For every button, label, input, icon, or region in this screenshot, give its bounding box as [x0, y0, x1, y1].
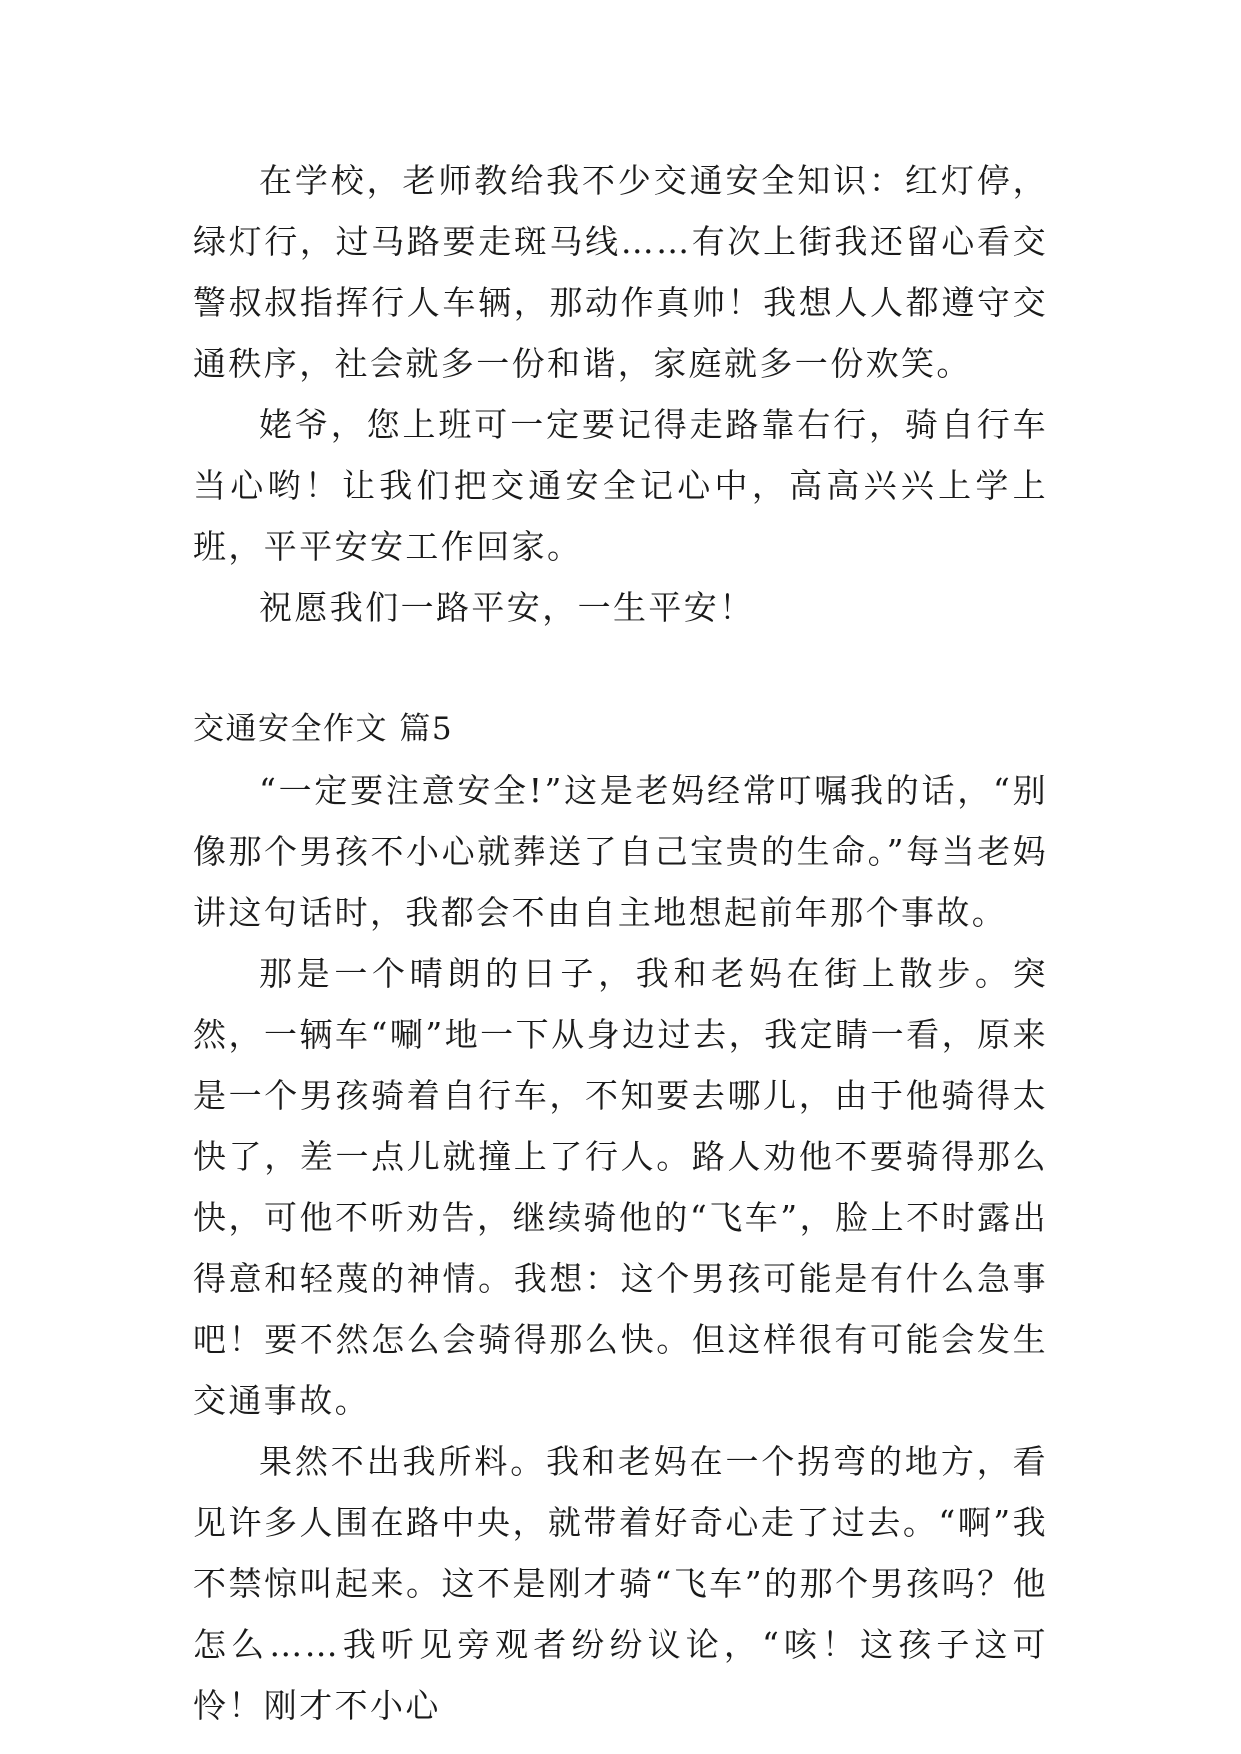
section-title: 交通安全作文 篇5	[193, 711, 454, 747]
paragraph: 在学校，老师教给我不少交通安全知识：红灯停，绿灯行，过马路要走斑马线……有次上街我还留心看交警叔叔指挥行人车辆，那动作真帅！我想人人都遵守交通秩序，社会就多一份和谐，家庭就多一份欢笑。	[193, 161, 1048, 383]
paragraph: 姥爷，您上班可一定要记得走路靠右行，骑自行车当心哟！让我们把交通安全记心中，高高兴兴上学上班，平平安安工作回家。	[193, 405, 1048, 566]
paragraph: 果然不出我所料。我和老妈在一个拐弯的地方，看见许多人围在路中央，就带着好奇心走了过去。“啊”我不禁惊叫起来。这不是刚才骑“飞车”的那个男孩吗？他怎么……我听见旁观者纷纷议论，“咳！这孩子这可怜！刚才不小心	[193, 1442, 1048, 1725]
paragraph: “一定要注意安全!”这是老妈经常叮嘱我的话，“别像那个男孩不小心就葬送了自己宝贵的生命。”每当老妈讲这句话时，我都会不由自主地想起前年那个事故。	[193, 771, 1048, 932]
paragraph: 那是一个晴朗的日子，我和老妈在街上散步。突然，一辆车“唰”地一下从身边过去，我定睛一看，原来是一个男孩骑着自行车，不知要去哪儿，由于他骑得太快了，差一点儿就撞上了行人。路人劝他不要骑得那么快，可他不听劝告，继续骑他的“飞车”，脸上不时露出得意和轻蔑的神情。我想：这个男孩可能是有什么急事吧！要不然怎么会骑得那么快。但这样很有可能会发生交通事故。	[193, 954, 1048, 1420]
document-page	[193, 150, 1048, 1736]
paragraph: 祝愿我们一路平安，一生平安！	[259, 588, 755, 627]
section-divider	[193, 638, 1048, 699]
